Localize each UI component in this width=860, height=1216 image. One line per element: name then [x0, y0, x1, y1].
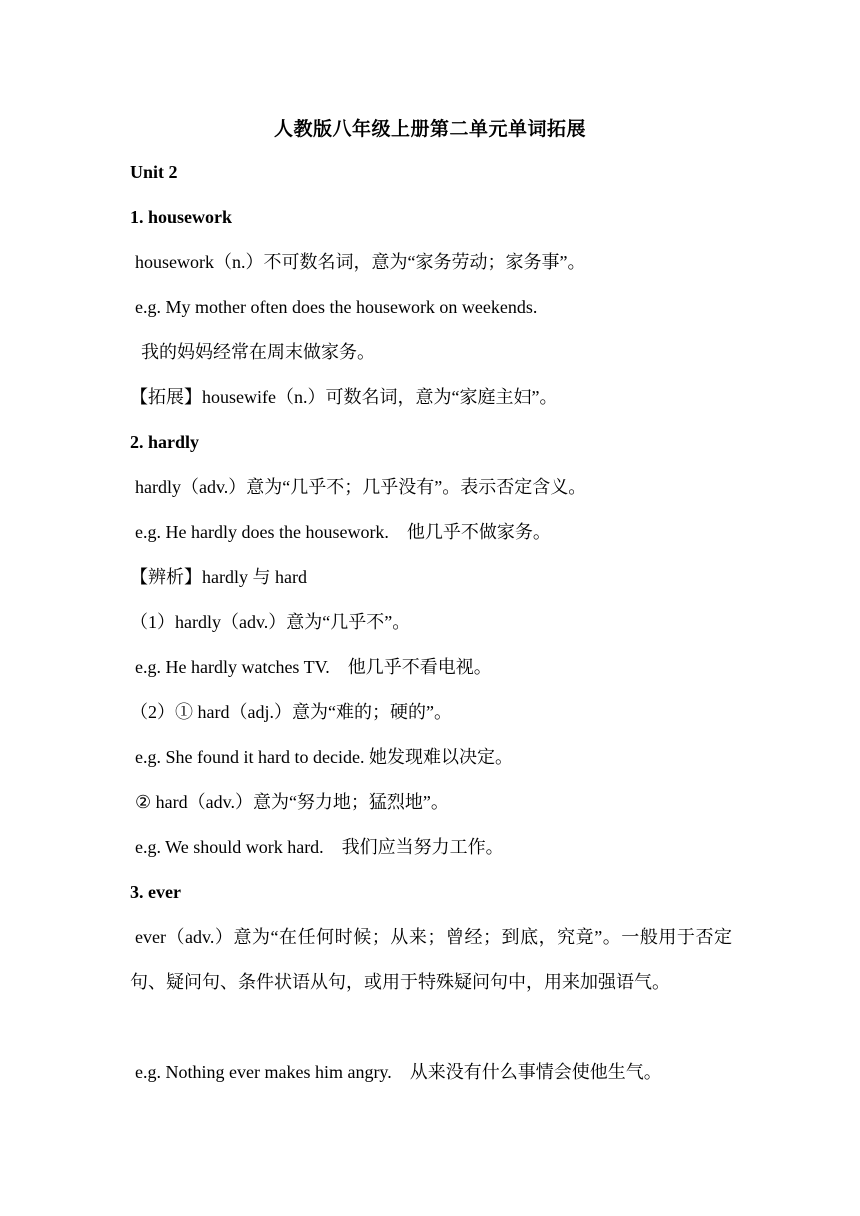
- definition-text: housework（n.）不可数名词，意为“家务劳动；家务事”。: [135, 252, 586, 272]
- comparison-item-1: （1）hardly（adv.）意为“几乎不”。: [130, 612, 411, 632]
- example-sentence: e.g. He hardly does the housework. 他几乎不做家务。: [135, 522, 551, 542]
- section-heading-hardly: 2. hardly: [130, 432, 200, 452]
- example-sentence: e.g. She found it hard to decide. 她发现难以决定。: [135, 747, 513, 767]
- example-sentence: e.g. He hardly watches TV. 他几乎不看电视。: [135, 657, 492, 677]
- comparison-note: 【辨析】hardly 与 hard: [130, 567, 307, 587]
- example-sentence: e.g. Nothing ever makes him angry. 从来没有什么事情会使他生气。: [135, 1062, 662, 1082]
- document-title: 人教版八年级上册第二单元单词拓展: [273, 119, 586, 140]
- comparison-item-2b: ② hard（adv.）意为“努力地；猛烈地”。: [135, 792, 449, 812]
- definition-text: hardly（adv.）意为“几乎不；几乎没有”。表示否定含义。: [135, 477, 587, 497]
- section-heading-housework: 1. housework: [130, 207, 233, 227]
- example-translation: 我的妈妈经常在周末做家务。: [141, 342, 375, 362]
- extension-note: 【拓展】housewife（n.）可数名词，意为“家庭主妇”。: [130, 387, 558, 407]
- comparison-item-2: （2）① hard（adj.）意为“难的；硬的”。: [130, 702, 452, 722]
- section-heading-ever: 3. ever: [130, 882, 181, 902]
- definition-paragraph: ever（adv.）意为“在任何时候；从来；曾经；到底，究竟”。一般用于否定句、疑问句、条件状语从句，或用于特殊疑问句中，用来加强语气。: [130, 927, 732, 992]
- example-sentence: e.g. We should work hard. 我们应当努力工作。: [135, 837, 504, 857]
- unit-heading: Unit 2: [130, 162, 178, 182]
- example-sentence: e.g. My mother often does the housework on weekends.: [135, 297, 538, 317]
